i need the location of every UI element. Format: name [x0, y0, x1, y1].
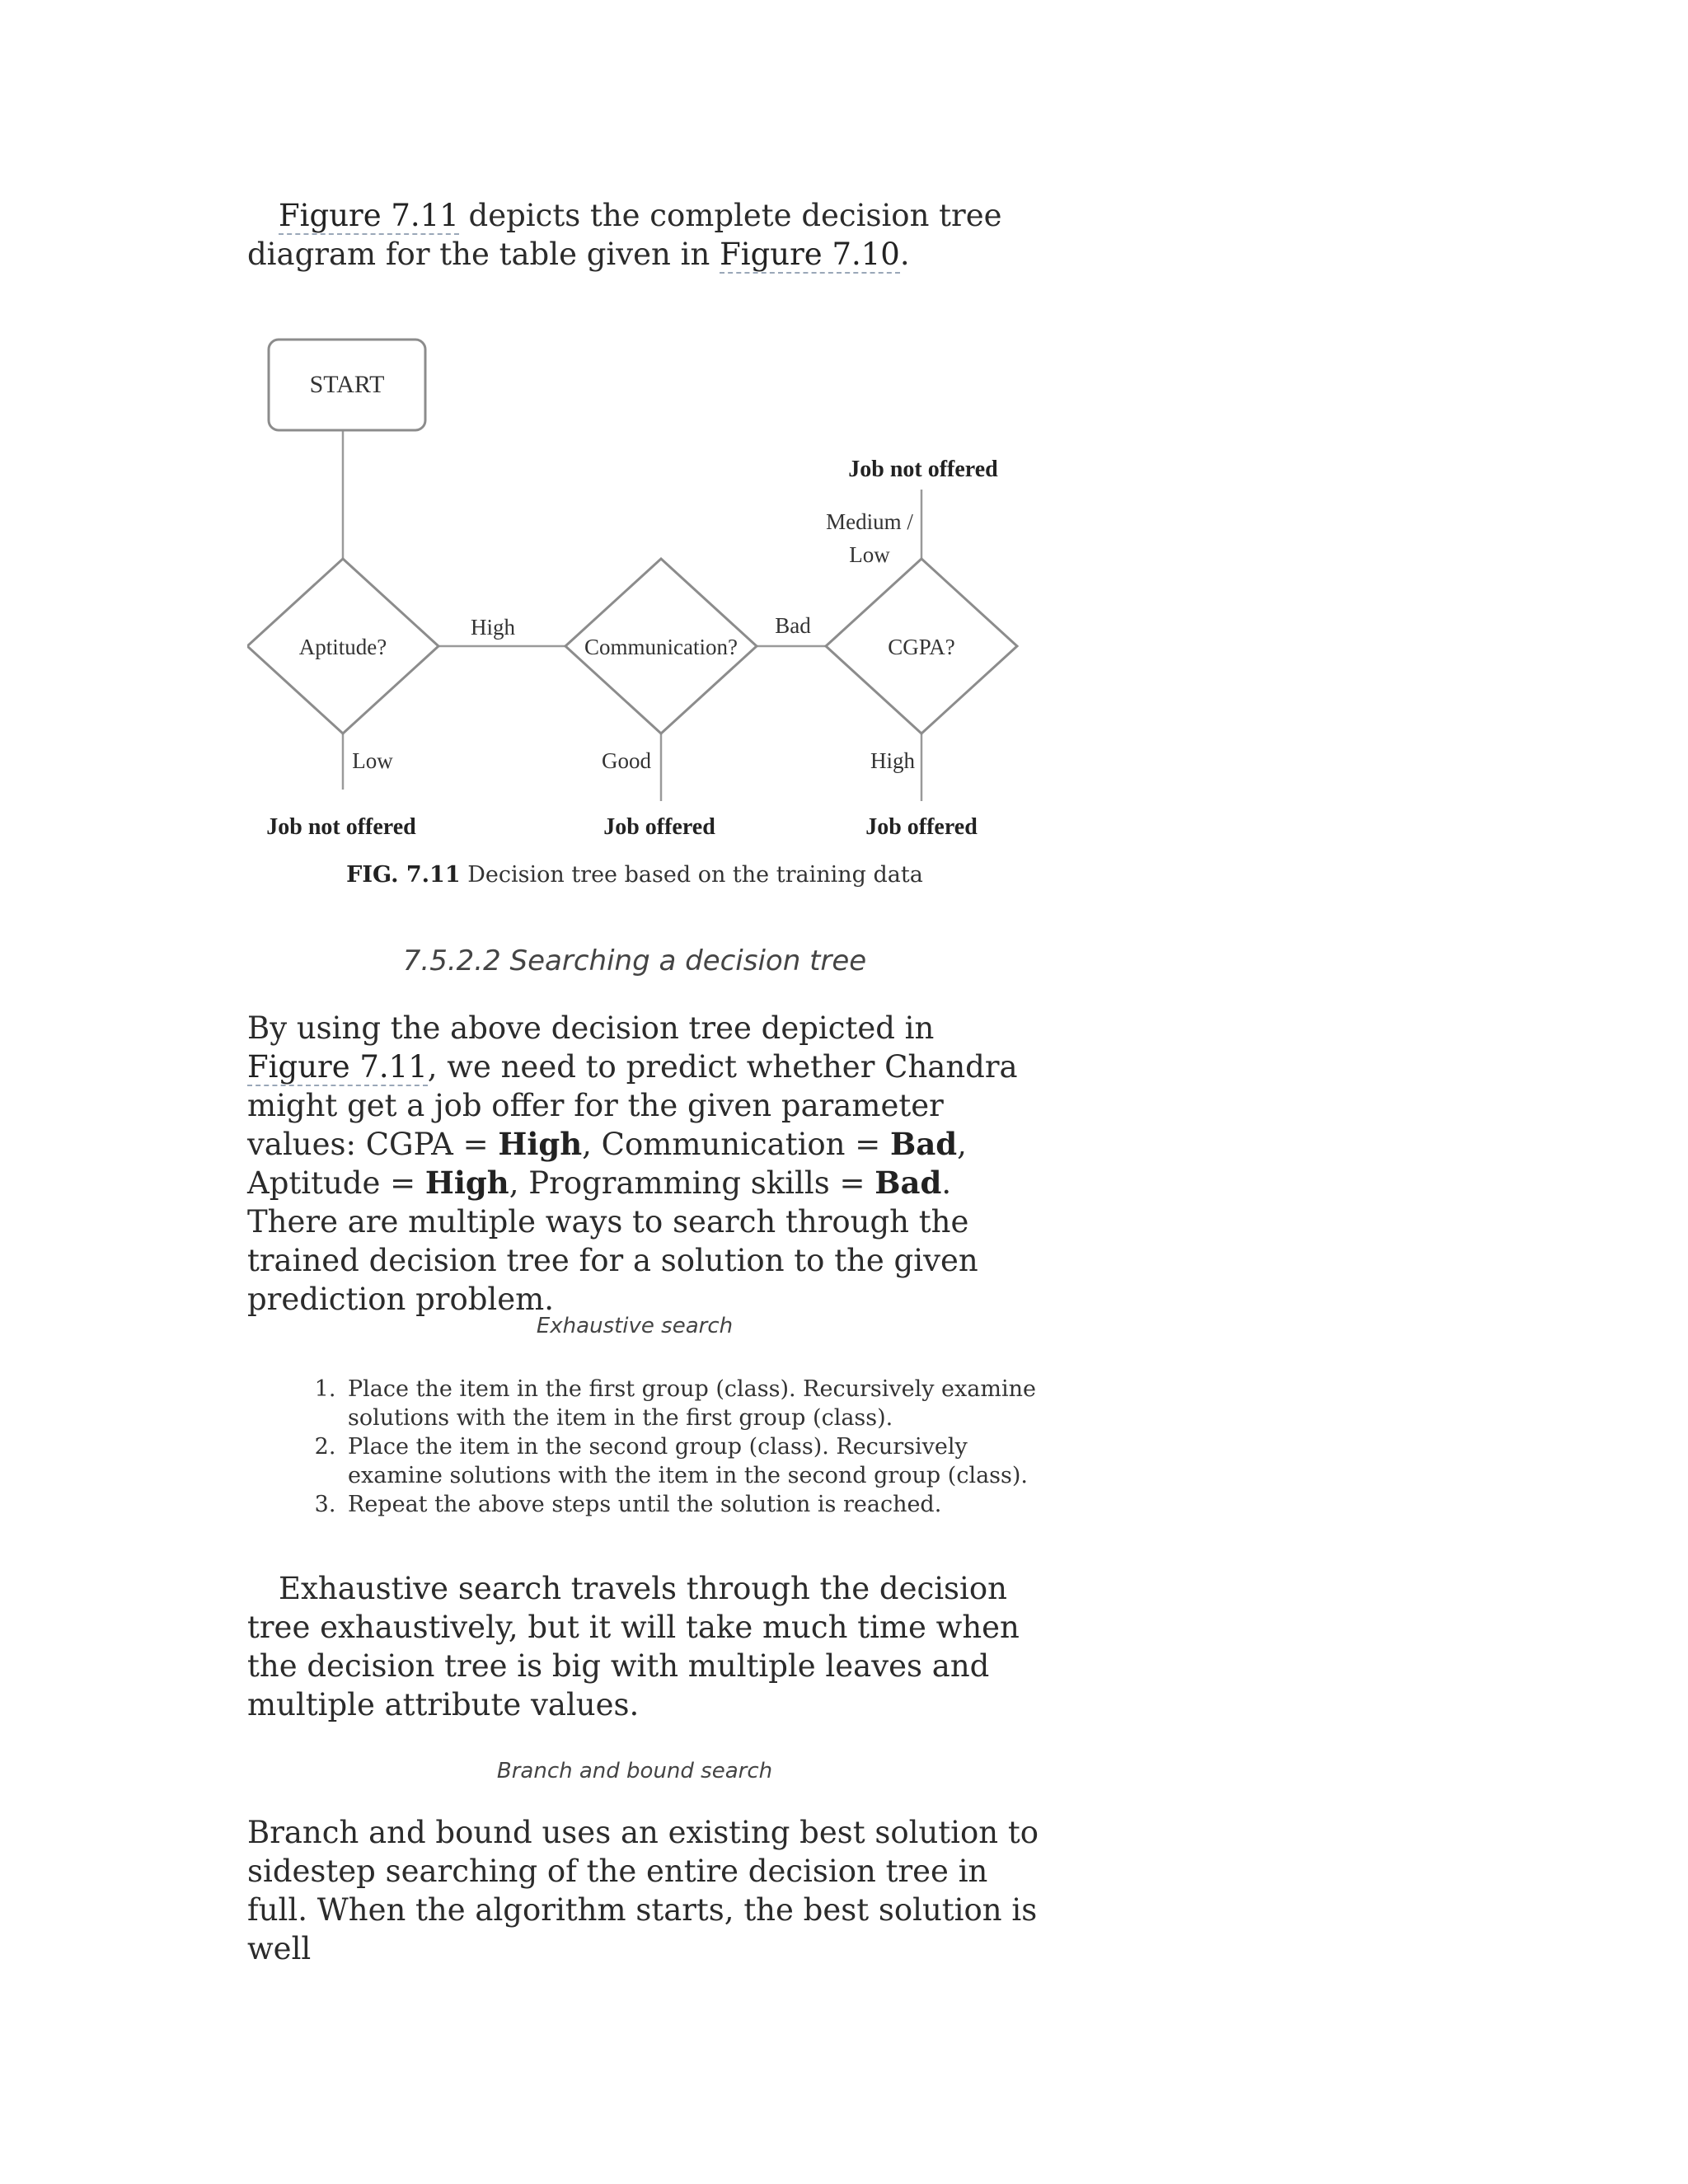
intro-paragraph — [247, 196, 1039, 274]
figure-caption — [247, 862, 1022, 888]
para1-text-2: , we need to predict whether Chandra might get a job offer for the given parameter values: CGPA = — [247, 1049, 1018, 1162]
cgpa-value: High — [498, 1126, 583, 1162]
edge-label-high-cgpa: High — [870, 748, 915, 773]
figure-7-11-link[interactable]: Figure 7.11 — [279, 198, 459, 233]
list-item: 2. Place the item in the second group (class). Recursively examine solutions with the item in the second group (class). — [343, 1432, 1052, 1490]
aptitude-node-label: Aptitude? — [298, 635, 387, 659]
branch-bound-heading: Branch and bound search — [496, 1759, 773, 1783]
edge-label-bad: Bad — [775, 613, 811, 638]
figure-7-10-link[interactable]: Figure 7.10 — [720, 237, 900, 272]
section-heading: 7.5.2.2 Searching a decision tree — [402, 944, 867, 977]
exhaustive-search-heading: Exhaustive search — [536, 1314, 734, 1338]
decision-tree-figure — [247, 328, 1022, 855]
exhaustive-paragraph: Exhaustive search travels through the decision tree exhaustively, but it will take much time when the decision tree is big with multiple leaves and multiple attribute values. — [247, 1571, 1020, 1722]
caption-text: Decision tree based on the training data — [460, 862, 923, 888]
list-item: 3. Repeat the above steps until the solution is reached. — [343, 1490, 1052, 1519]
communication-node-label: Communication? — [584, 635, 738, 659]
list-item: 1. Place the item in the first group (class). Recursively examine solutions with the item in the first group (class). — [343, 1375, 1052, 1432]
figure-7-11-link-2[interactable]: Figure 7.11 — [247, 1049, 428, 1085]
caption-label: FIG. 7.11 — [346, 862, 461, 888]
para1-text-4: , Aptitude = — [247, 1127, 967, 1201]
prediction-paragraph — [247, 1009, 1039, 1319]
para1-text-5: , Programming skills = — [509, 1165, 875, 1201]
leaf-job-not-offered-aptitude: Job not offered — [266, 814, 416, 840]
aptitude-value: High — [424, 1165, 509, 1201]
communication-value: Bad — [890, 1126, 958, 1162]
para1-text-3: , Communication = — [582, 1127, 891, 1162]
intro-text-2: . — [899, 237, 910, 272]
edge-label-high: High — [471, 615, 515, 640]
edge-label-low-cgpa: Low — [849, 542, 890, 567]
edge-label-good: Good — [602, 748, 651, 773]
edge-label-medium: Medium / — [826, 509, 913, 534]
leaf-job-offered-cgpa: Job offered — [865, 814, 978, 840]
para1-text-1: By using the above decision tree depicted in — [247, 1010, 935, 1046]
para1-text-6: . There are multiple ways to search through the trained decision tree for a solution to the given prediction problem. — [247, 1165, 978, 1317]
leaf-job-offered-communication: Job offered — [603, 814, 715, 840]
programming-value: Bad — [874, 1165, 942, 1201]
leaf-job-not-offered-cgpa: Job not offered — [848, 457, 998, 482]
start-node-label: START — [309, 371, 385, 398]
branch-paragraph: Branch and bound uses an existing best solution to sidestep searching of the entire decision tree in full. When the algorithm starts, the best solution is well — [247, 1815, 1039, 1966]
cgpa-node-label: CGPA? — [888, 635, 955, 659]
edge-label-low: Low — [352, 748, 393, 773]
exhaustive-steps-list — [313, 1375, 1052, 1519]
intro-text-1: depicts the complete decision tree diagram for the table given in — [247, 198, 1002, 272]
